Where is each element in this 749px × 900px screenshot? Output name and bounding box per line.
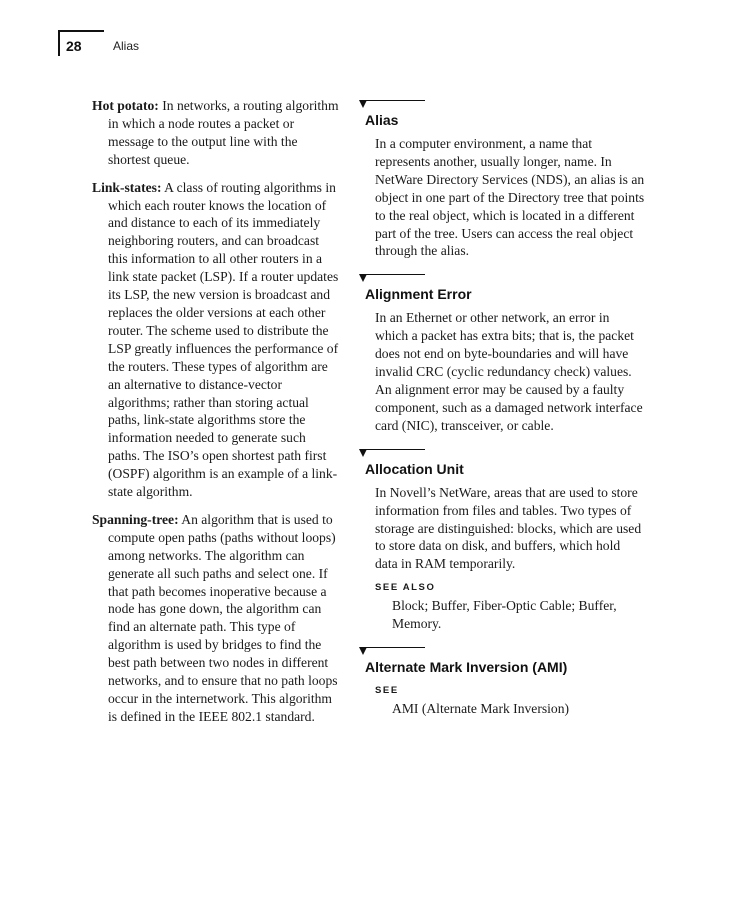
entry-definition: An algorithm that is used to compute open paths (paths without loops) among networks. The algorithm can generate all such paths and select one. If that path becomes inoperative because a node has gone down, the algorithm can find an alternate path. This type of algorithm is used by bridges to find the best path between two nodes in different networks, and to ensure that no path loops occur in the internetwork. This algorithm is defined in the IEEE 802.1 standard. <box>108 511 338 724</box>
section-title: Allocation Unit <box>365 460 464 477</box>
running-header-title: Alias <box>113 39 140 53</box>
glossary-entry-spanning-tree <box>92 511 341 726</box>
entry-definition: In networks, a routing algorithm in which a node routes a packet or message to the output line with the shortest queue. <box>108 98 339 167</box>
entry-term: Link-states: <box>92 179 162 195</box>
section-alias <box>359 100 645 260</box>
section-title: Alias <box>365 112 399 128</box>
glossary-entry-link-states <box>92 179 341 501</box>
see-also-references: Block; Buffer, Fiber-Optic Cable; Buffer, Memory. <box>392 598 617 632</box>
section-marker <box>359 100 645 112</box>
section-allocation-unit <box>359 449 645 633</box>
running-header <box>58 30 358 56</box>
section-title: Alignment Error <box>365 286 472 303</box>
entry-term: Hot potato: <box>92 98 159 113</box>
section-rule <box>361 449 425 450</box>
section-alternate-mark-inversion <box>359 647 645 718</box>
see-label: SEE <box>375 685 399 697</box>
section-body: In Novell’s NetWare, areas that are used to store information from files and tables. Two types of storage are distinguished: blocks, which are used to store data on disk, and buffers, which hold data in RAM temporarily. <box>375 484 642 572</box>
triangle-marker-icon <box>359 449 367 457</box>
glossary-entry-hot-potato <box>92 97 341 169</box>
section-marker <box>359 647 645 659</box>
section-title: Alternate Mark Inversion (AMI) <box>365 659 568 676</box>
section-rule <box>361 100 425 101</box>
left-column <box>92 97 341 736</box>
triangle-marker-icon <box>359 647 367 655</box>
section-alignment-error <box>359 274 645 434</box>
right-column <box>359 100 645 732</box>
triangle-marker-icon <box>359 100 367 108</box>
section-rule <box>361 274 425 275</box>
section-marker <box>359 274 645 286</box>
section-body: In a computer environment, a name that represents another, usually longer, name. In NetWare Directory Services (NDS), an alias is an object in one part of the Directory tree that points to the real object, which is located in a different part of the tree. Users can access the real object through the alias. <box>375 136 645 259</box>
entry-term: Spanning-tree: <box>92 511 179 527</box>
entry-definition: A class of routing algorithms in which each router knows the location of and distance to each of its immediately neighboring routers, and can broadcast this information to all other routers in a link state packet (LSP). If a router updates its LSP, the new version is broadcast and replaces the older versions at each other router. The scheme used to distribute the LSP greatly influences the performance of the routers. These types of algorithm are an alternative to distance-vector algorithms; rather than storing actual paths, link-state algorithms store the information needed to generate such paths. The ISO’s open shortest path first (OSPF) algorithm is an example of a link-state algorithm. <box>108 179 339 500</box>
page-number: 28 <box>66 38 82 54</box>
section-marker <box>359 449 645 461</box>
triangle-marker-icon <box>359 274 367 282</box>
section-body: In an Ethernet or other network, an error in which a packet has extra bits; that is, the packet does not end on byte-boundaries and will have invalid CRC (cyclic redundancy check) values. An alignment error may be caused by a faulty component, such as a damaged network interface card (NIC), transceiver, or cable. <box>375 310 643 433</box>
see-reference: AMI (Alternate Mark Inversion) <box>392 701 570 717</box>
see-also-label: SEE ALSO <box>375 582 436 594</box>
section-rule <box>361 647 425 648</box>
